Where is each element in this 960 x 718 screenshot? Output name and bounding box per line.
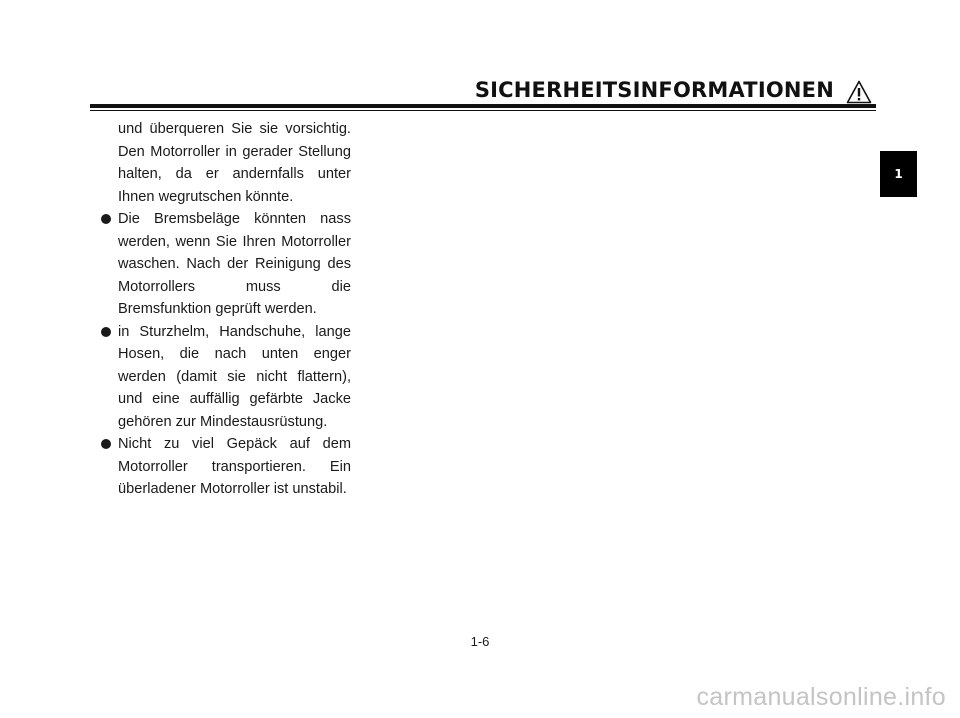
bullet-dot-icon	[101, 327, 111, 337]
bullet-text: Die Bremsbeläge könnten nass werden, wenn Sie Ihren Motorroller waschen. Nach der Reinigung des Motorrollers muss die Bremsfunktion geprüft werden.	[118, 211, 351, 317]
bullet-item	[99, 321, 351, 434]
page-number: 1-6	[470, 634, 490, 649]
page-section-title: SICHERHEITSINFORMATIONEN	[474, 78, 834, 102]
bullet-dot-icon	[101, 439, 111, 449]
continuation-paragraph: und überqueren Sie sie vorsichtig. Den Motorroller in gerader Stellung halten, da er andernfalls unter Ihnen wegrutschen könnte.	[118, 121, 351, 205]
bullet-text: Nicht zu viel Gepäck auf dem Motorroller transportieren. Ein überladener Motorroller ist unstabil.	[118, 436, 351, 497]
bullet-item	[99, 433, 351, 501]
watermark-text: carmanualsonline.info	[696, 683, 946, 711]
body-text-column	[99, 118, 351, 501]
warning-triangle-icon	[846, 80, 872, 104]
chapter-number: 1	[894, 167, 903, 181]
bullet-item	[99, 208, 351, 321]
header-rule-thin	[90, 110, 876, 111]
header-rule-thick	[90, 104, 876, 108]
bullet-dot-icon	[101, 214, 111, 224]
chapter-tab	[880, 151, 917, 197]
bullet-text: in Sturzhelm, Handschuhe, lange Hosen, die nach unten enger werden (damit sie nicht flattern), und eine auffällig gefärbte Jacke gehören zur Mindestausrüstung.	[118, 323, 351, 430]
